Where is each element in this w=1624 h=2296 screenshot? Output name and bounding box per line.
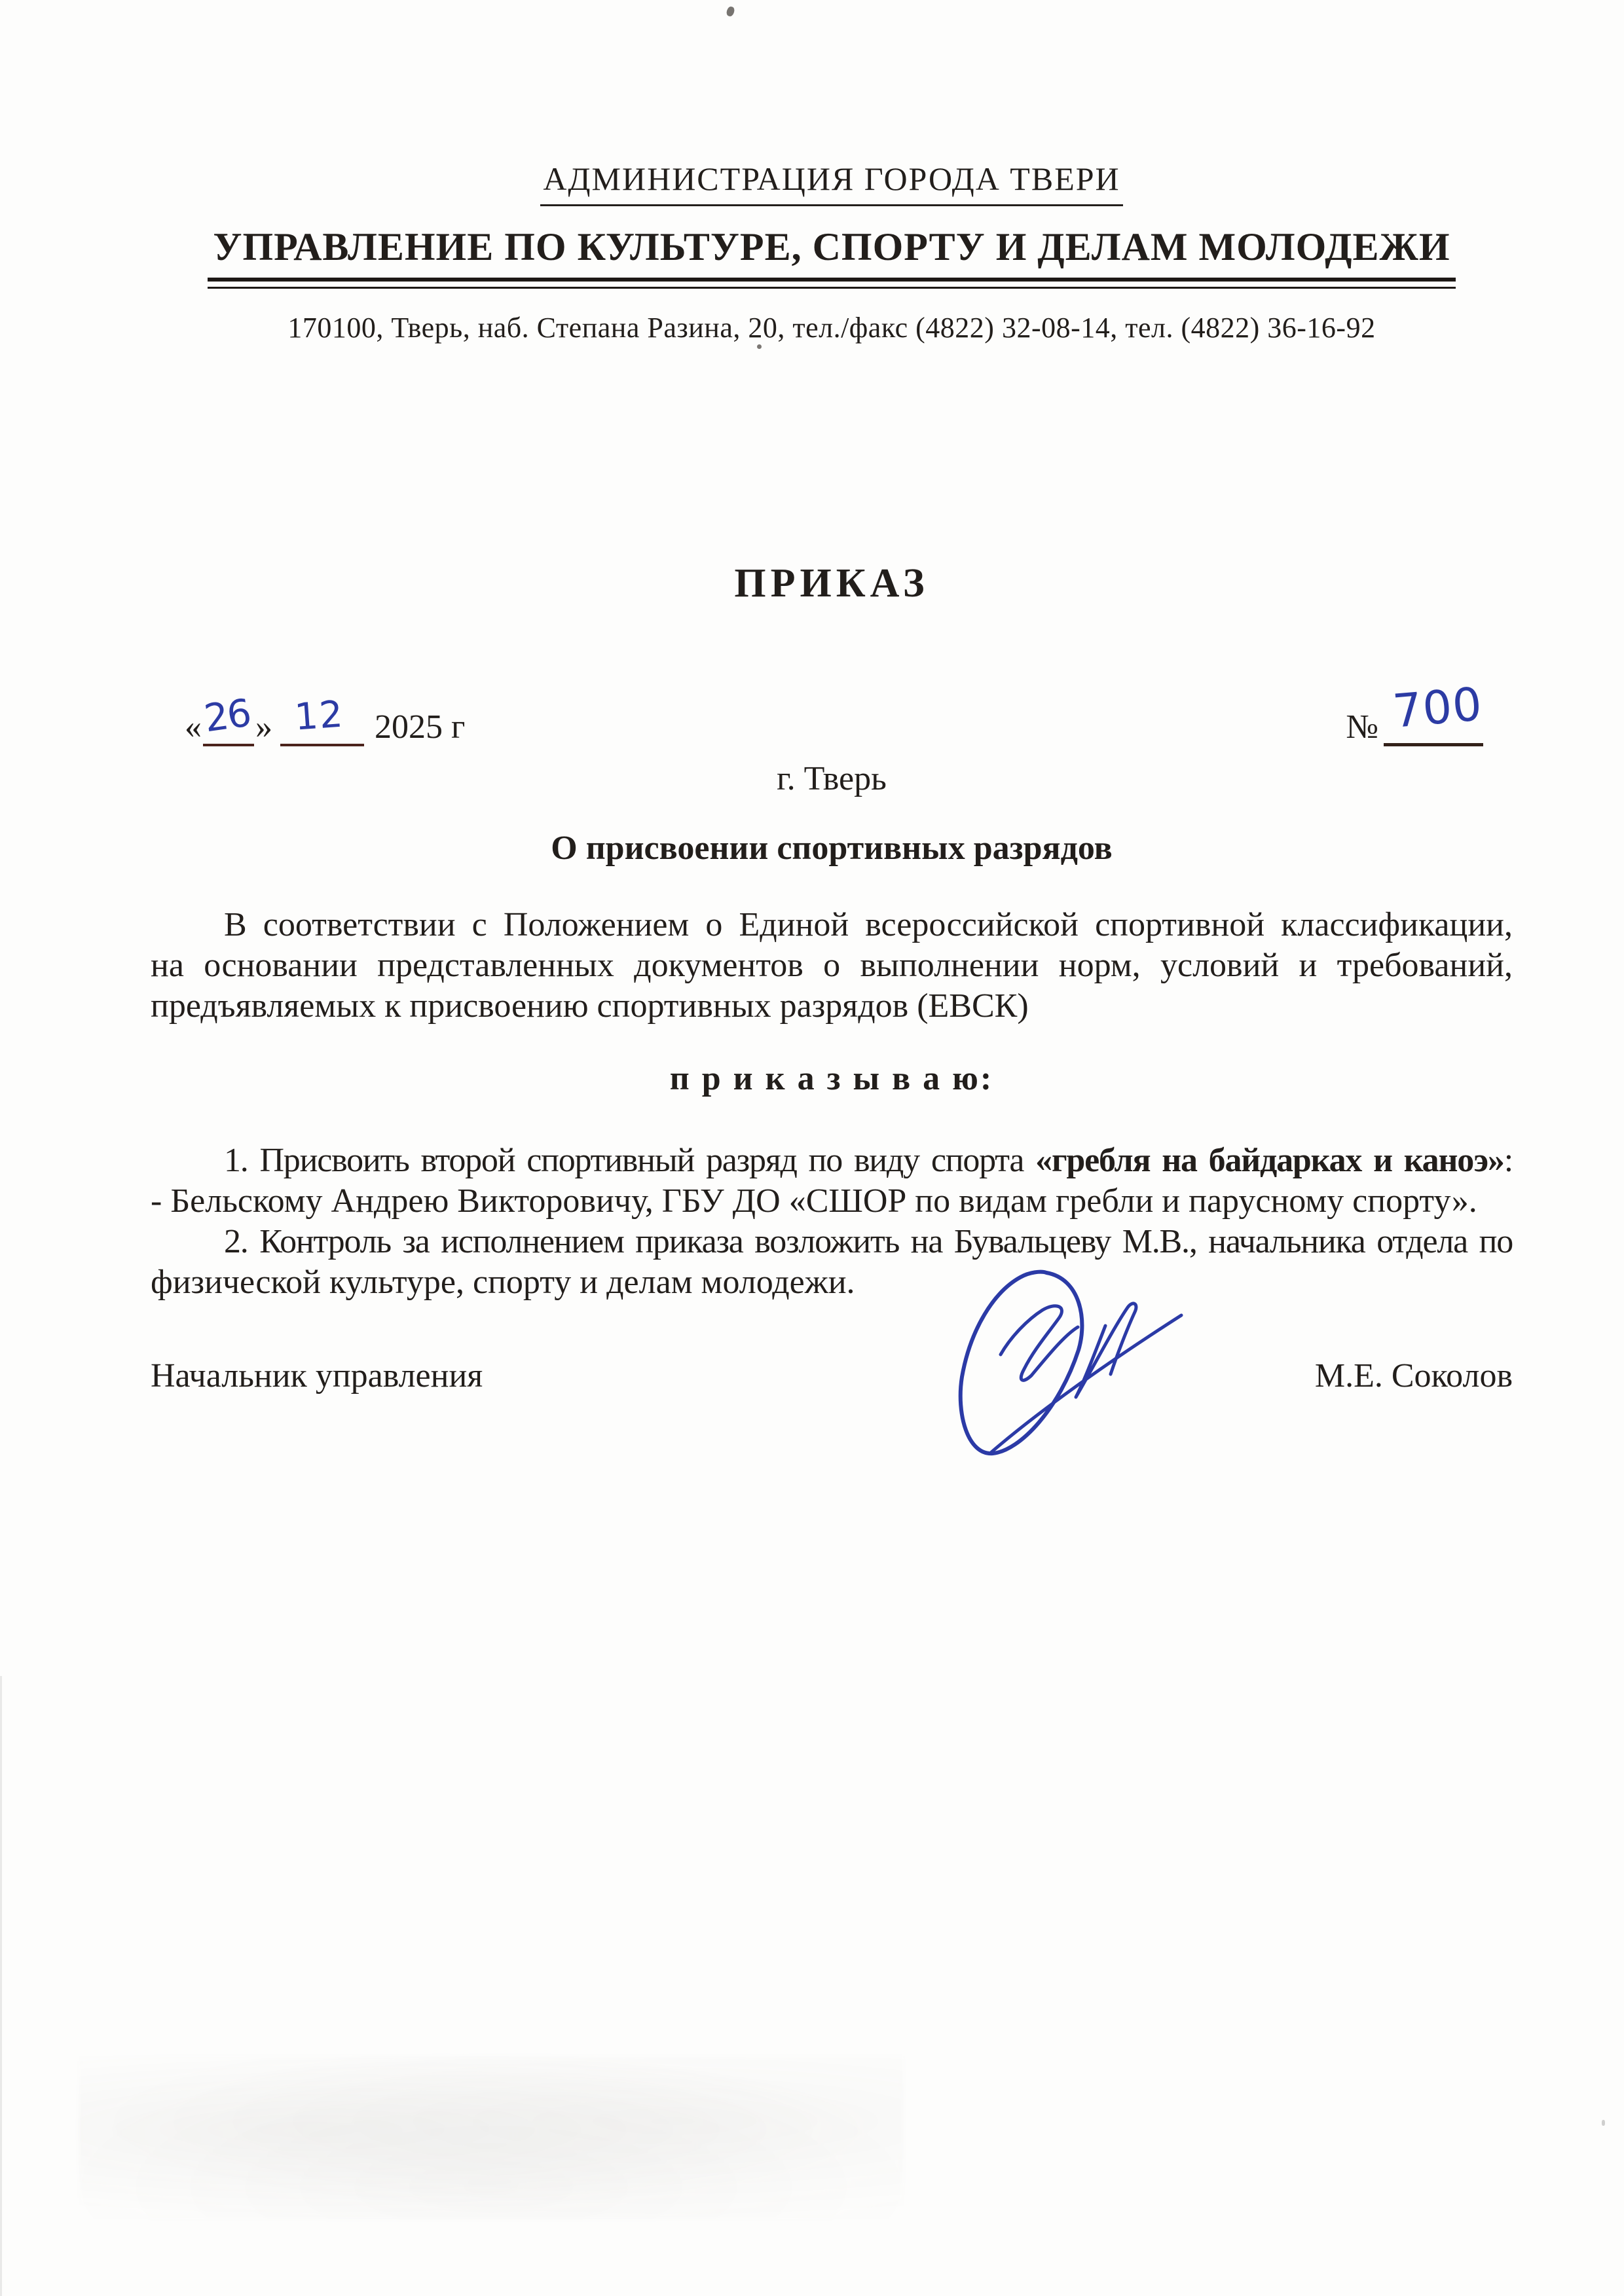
order-item-2-line-1: 2. Контроль за исполнением приказа возложить на Бувальцеву М.В., начальника отдела по: [224, 1223, 1513, 1260]
order-item-2-line-2: физической культуре, спорту и делам молодежи.: [151, 1264, 855, 1301]
preamble-line: предъявляемых к присвоению спортивных разрядов (ЕВСК): [151, 987, 1029, 1025]
subject-line: О присвоении спортивных разрядов: [551, 829, 1113, 867]
scan-speck: [1602, 2120, 1605, 2126]
letterhead: [151, 160, 1513, 344]
day-field: [201, 690, 254, 746]
scan-edge-artifact: [0, 1676, 2, 2296]
order-item-1-tail: :: [1504, 1142, 1513, 1179]
department-block: [208, 225, 1455, 289]
department-name: УПРАВЛЕНИЕ ПО КУЛЬТУРЕ, СПОРТУ И ДЕЛАМ МОЛОДЕЖИ: [208, 225, 1455, 282]
organization-address: 170100, Тверь, наб. Степана Разина, 20, тел./факс (4822) 32-08-14, тел. (4822) 36-16-92: [287, 312, 1376, 344]
number-line: [1346, 677, 1485, 746]
place-line: г. Тверь: [777, 760, 887, 797]
signer-position: Начальник управления: [151, 1357, 483, 1394]
close-quote: »: [255, 708, 272, 746]
organization-name: АДМИНИСТРАЦИЯ ГОРОДА ТВЕРИ: [540, 160, 1122, 206]
number-sign: №: [1346, 708, 1378, 746]
number-field: [1384, 677, 1485, 746]
date-number-row: [151, 677, 1513, 758]
scan-bleedthrough-haze: [79, 2056, 904, 2219]
month-field: [280, 693, 364, 746]
order-item-1-line-1: [151, 1140, 1513, 1181]
order-item-1-sport-bold: «гребля на байдарках и каноэ»: [1035, 1142, 1504, 1179]
handwritten-month: 12: [293, 693, 346, 739]
signer-name: М.Е. Соколов: [1314, 1357, 1513, 1394]
order-item-1-line-2: - Бельскому Андрею Викторовичу, ГБУ ДО «СШОР по видам гребли и парусному спорту».: [151, 1182, 1477, 1220]
handwritten-number: 700: [1390, 677, 1485, 738]
preamble-line: В соответствии с Положением о Единой всероссийской спортивной классификации,: [224, 906, 1513, 943]
handwritten-signature: [792, 1267, 1048, 1470]
letterhead-double-rule: [208, 287, 1455, 289]
year-label: 2025 г: [375, 708, 466, 746]
scan-speck: [757, 344, 762, 349]
open-quote: «: [185, 708, 202, 746]
decree-word: п р и к а з ы в а ю:: [669, 1060, 994, 1097]
document-title: ПРИКАЗ: [734, 561, 929, 606]
preamble-line: на основании представленных документов о выполнении норм, условий и требований,: [151, 947, 1513, 984]
preamble-paragraph: [151, 905, 1513, 1027]
handwritten-day: 26: [201, 690, 253, 741]
order-item-1-lead: 1. Присвоить второй спортивный разряд по виду спорта: [224, 1142, 1036, 1179]
document-content: [151, 0, 1513, 2296]
date-line: [185, 690, 466, 746]
